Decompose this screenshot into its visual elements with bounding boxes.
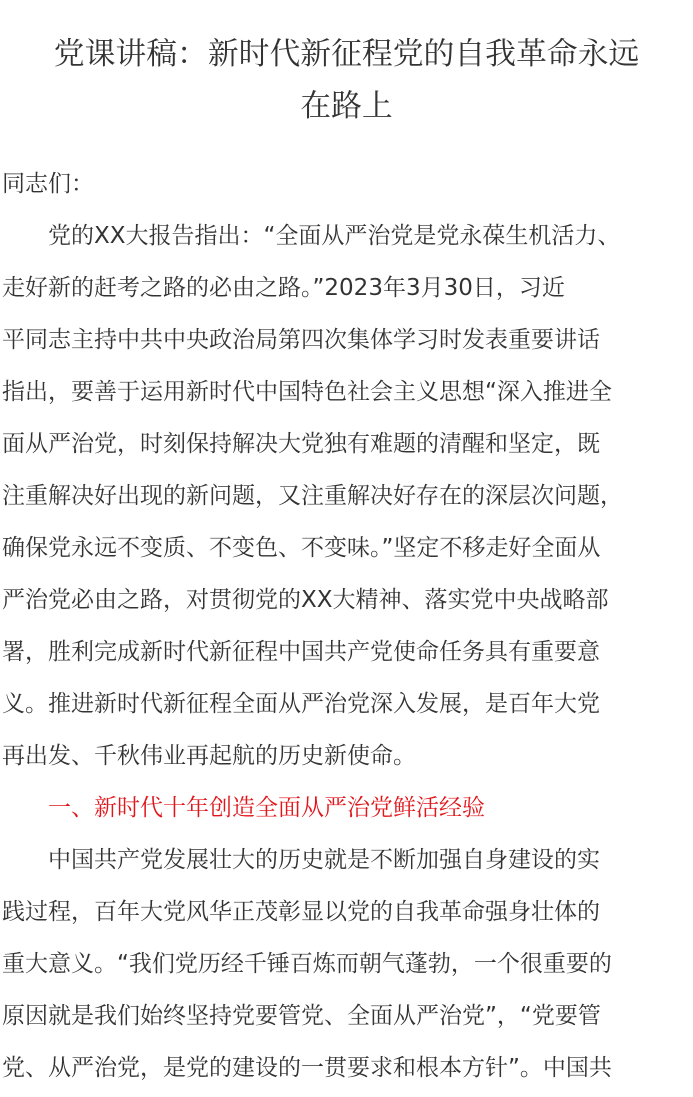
paragraph-line: 严治党必由之路，对贯彻党的XX大精神、落实党中央战略部 bbox=[2, 587, 609, 613]
paragraph-line: 指出，要善于运用新时代中国特色社会主义思想“深入推进全 bbox=[2, 379, 612, 405]
paragraph-line: 确保党永远不变质、不变色、不变味。”坚定不移走好全面从 bbox=[2, 535, 601, 561]
paragraph-line: 重大意义。“我们党历经千锤百炼而朝气蓬勃，一个很重要的 bbox=[2, 951, 612, 977]
title-line: 在路上 bbox=[300, 88, 393, 124]
document-title bbox=[0, 28, 693, 132]
paragraph-line: 党的XX大报告指出：“全面从严治党是党永葆生机活力、 bbox=[2, 223, 621, 249]
section-heading: 一、新时代十年创造全面从严治党鲜活经验 bbox=[2, 795, 485, 821]
paragraph-line: 注重解决好出现的新问题，又注重解决好存在的深层次问题， bbox=[2, 483, 623, 509]
salutation: 同志们： bbox=[2, 171, 94, 197]
paragraph-line: 面从严治党，时刻保持解决大党独有难题的清醒和坚定，既 bbox=[2, 431, 600, 457]
paragraph-line: 原因就是我们始终坚持党要管党、全面从严治党”，“党要管 bbox=[2, 1003, 601, 1029]
paragraph-line: 署，胜利完成新时代新征程中国共产党使命任务具有重要意 bbox=[2, 639, 600, 665]
paragraph-line: 践过程，百年大党风华正茂彰显以党的自我革命强身壮体的 bbox=[2, 899, 600, 925]
paragraph-line: 再出发、千秋伟业再起航的历史新使命。 bbox=[2, 743, 416, 769]
paragraph-line: 义。推进新时代新征程全面从严治党深入发展，是百年大党 bbox=[2, 691, 600, 717]
title-line: 党课讲稿：新时代新征程党的自我革命永远 bbox=[53, 36, 640, 72]
paragraph-line: 走好新的赶考之路的必由之路。”2023年3月30日，习近 bbox=[2, 275, 565, 301]
paragraph-line: 平同志主持中共中央政治局第四次集体学习时发表重要讲话 bbox=[2, 327, 600, 353]
paragraph-line: 党、从严治党，是党的建设的一贯要求和根本方针”。中国共 bbox=[2, 1055, 612, 1081]
paragraph-line: 中国共产党发展壮大的历史就是不断加强自身建设的实 bbox=[2, 847, 600, 873]
